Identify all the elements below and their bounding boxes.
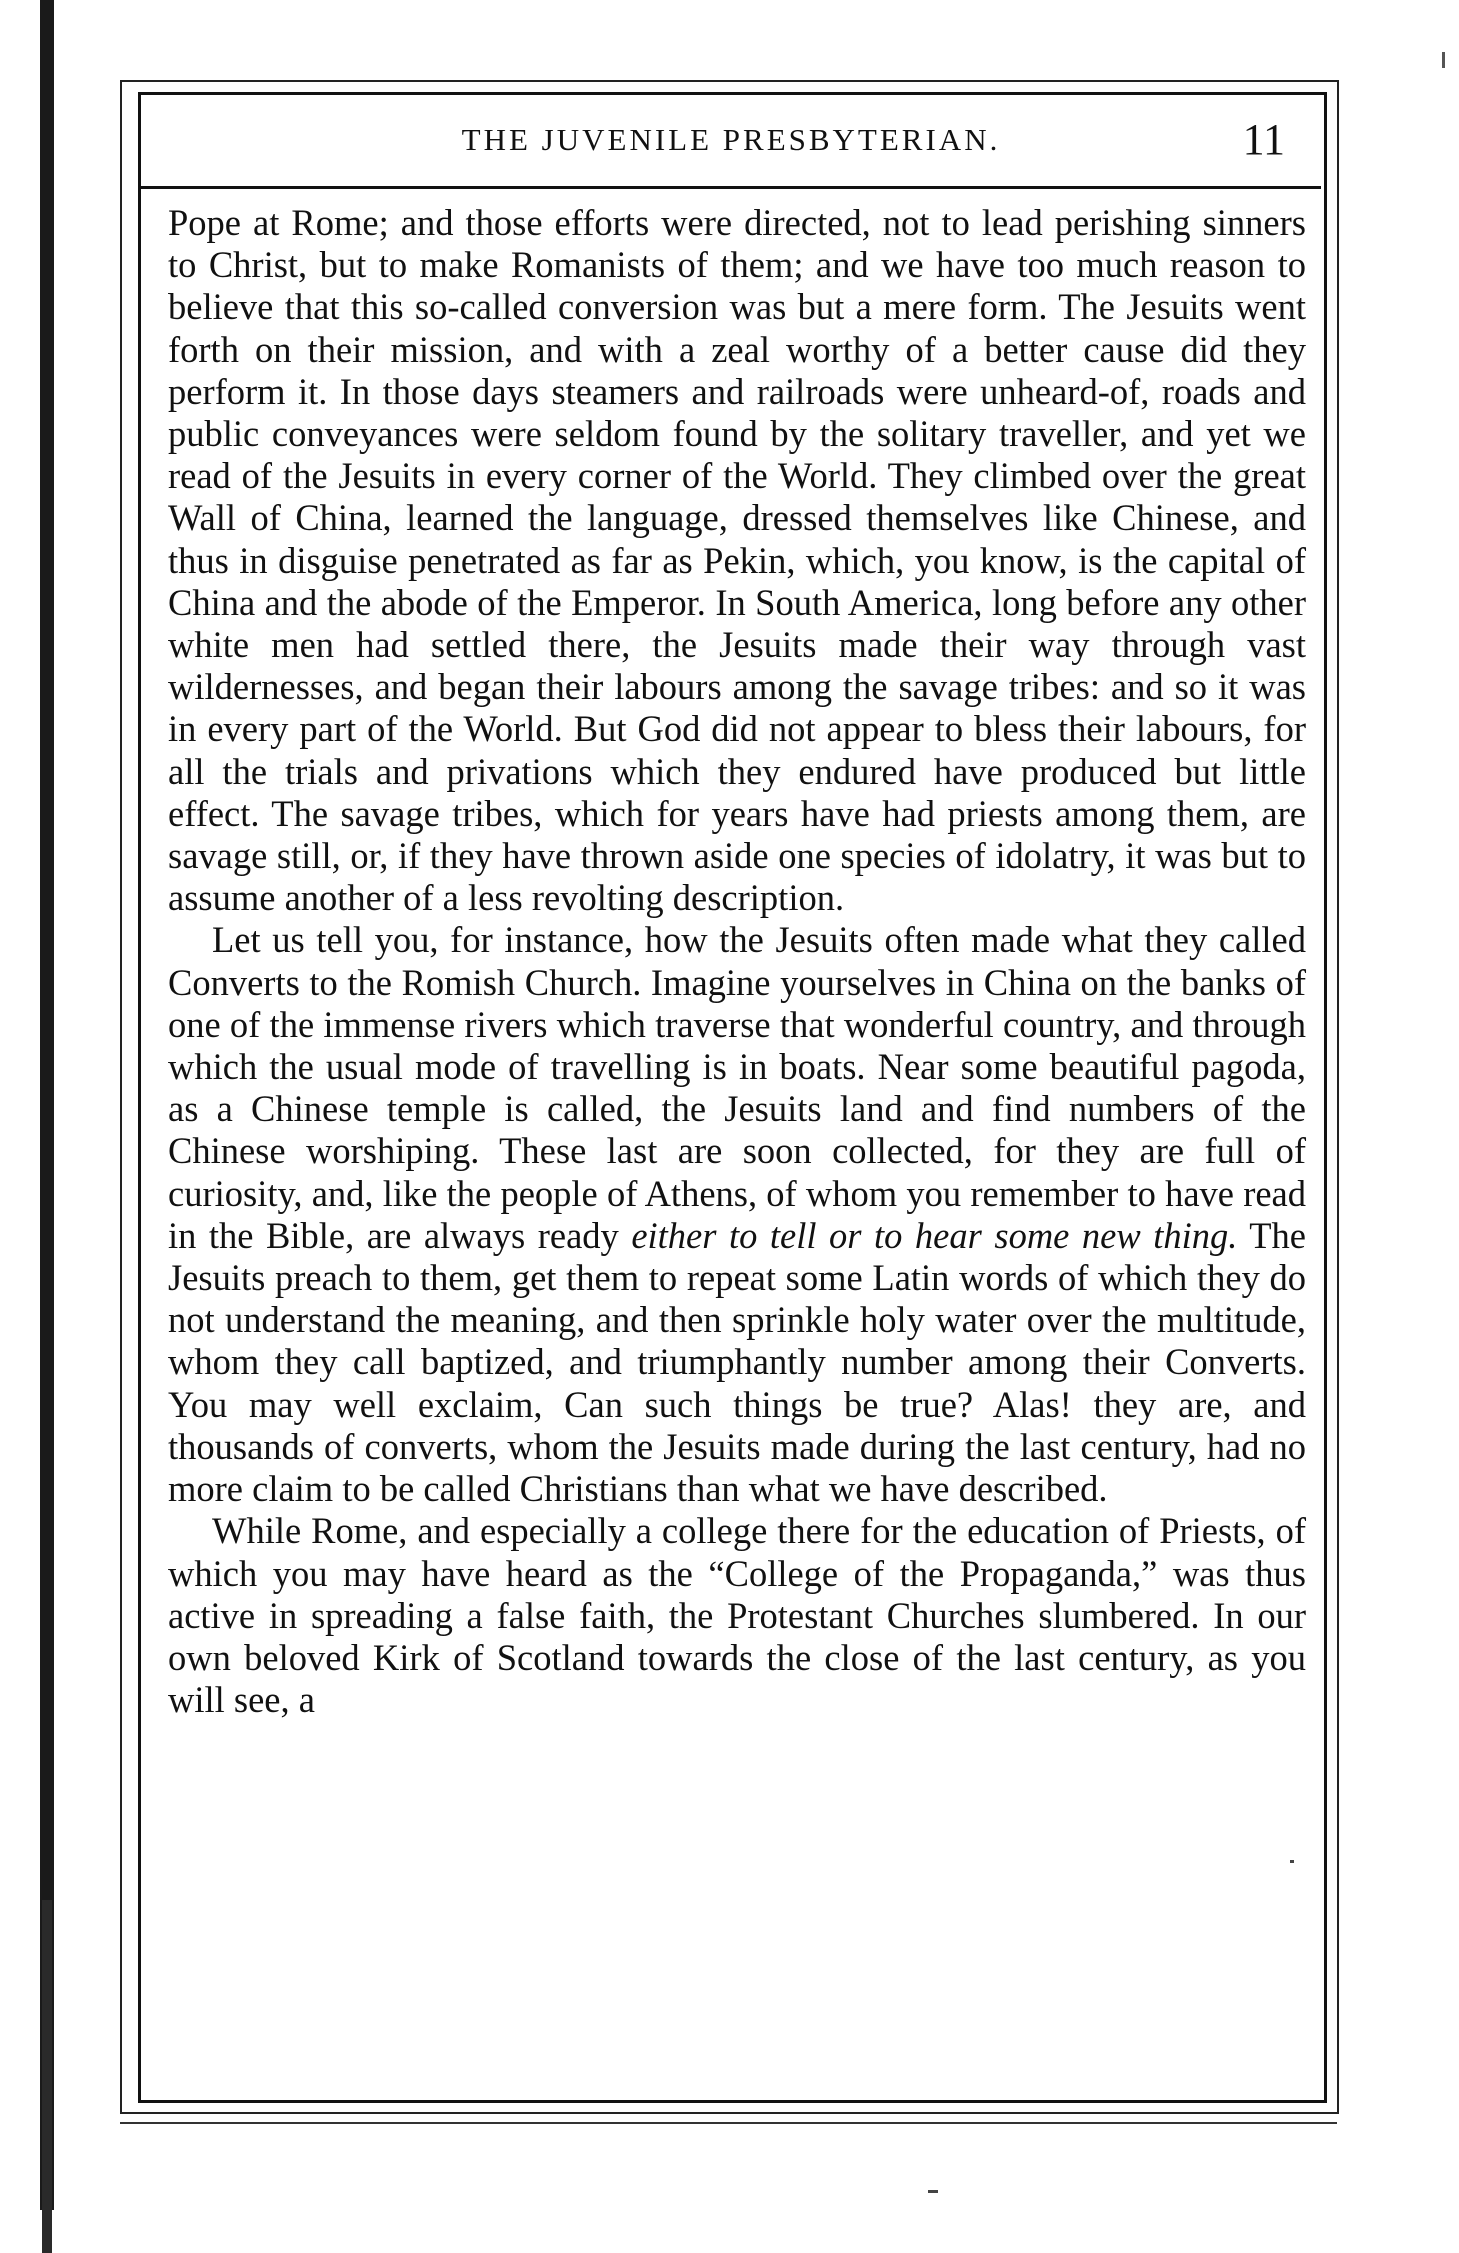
scan-speck: [1290, 1860, 1294, 1863]
scan-edge-shadow-lower: [42, 1900, 52, 2253]
paragraph-2-text-b: The Jesuits preach to them, get them to repeat some Latin words of which they do not understand the meaning, and then sprinkle holy water over the multitude, whom they call baptized, and triumphantly number among their Converts. You may well exclaim, Can such things be true? Alas! they are, and thousands of converts, whom the Jesuits made during the last century, had no more claim to be called Christians than what we have described.: [168, 1214, 1307, 1510]
paragraph-3: While Rome, and especially a college there for the education of Priests, of which you may have heard as the “College of the Propaganda,” was thus active in spreading a false faith, the Protestant Churches slumbered. In our own beloved Kirk of Scotland towards the close of the last century, as you will see, a: [168, 1510, 1306, 1721]
paragraph-2-italic-quote: either to tell or to hear some new thing.: [631, 1214, 1238, 1256]
scan-speck: [1442, 52, 1445, 68]
paragraph-2: [168, 919, 1306, 1510]
frame-bottom-rule: [120, 2122, 1337, 2124]
paragraph-1: Pope at Rome; and those efforts were directed, not to lead perishing sinners to Christ, but to make Romanists of them; and we have too much reason to believe that this so-called conversion was but a mere form. The Jesuits went forth on their mission, and with a zeal worthy of a better cause did they perform it. In those days steamers and railroads were unheard-of, roads and public conveyances were seldom found by the solitary traveller, and yet we read of the Jesuits in every corner of the World. They climbed over the great Wall of China, learned the language, dressed themselves like Chinese, and thus in disguise penetrated as far as Pekin, which, you know, is the capital of China and the abode of the Emperor. In South America, long before any other white men had settled there, the Jesuits made their way through vast wildernesses, and began their labours among the savage tribes: and so it was in every part of the World. But God did not appear to bless their labours, for all the trials and privations which they endured have produced but little effect. The savage tribes, which for years have had priests among them, are savage still, or, if they have thrown aside one species of idolatry, it was but to assume another of a less revolting description.: [168, 202, 1306, 919]
publication-title: THE JUVENILE PRESBYTERIAN.: [461, 122, 1001, 157]
scan-speck: [928, 2190, 938, 2193]
page-number: 11: [1242, 115, 1285, 164]
header-rule: [141, 186, 1321, 189]
paragraph-2-text-a: Let us tell you, for instance, how the Jesuits often made what they called Converts to the Romish Church. Imagine yourselves in China on the banks of one of the immense rivers which traverse that wonderful country, and through which the usual mode of travelling is in boats. Near some beautiful pagoda, as a Chinese temple is called, the Jesuits land and find numbers of the Chinese worshiping. These last are soon collected, for they are full of curiosity, and, like the people of Athens, of whom you remember to have read in the Bible, are always ready: [168, 919, 1306, 1256]
running-head: [141, 100, 1321, 184]
article-body: [168, 202, 1306, 1721]
scan-edge-shadow: [40, 0, 54, 2210]
